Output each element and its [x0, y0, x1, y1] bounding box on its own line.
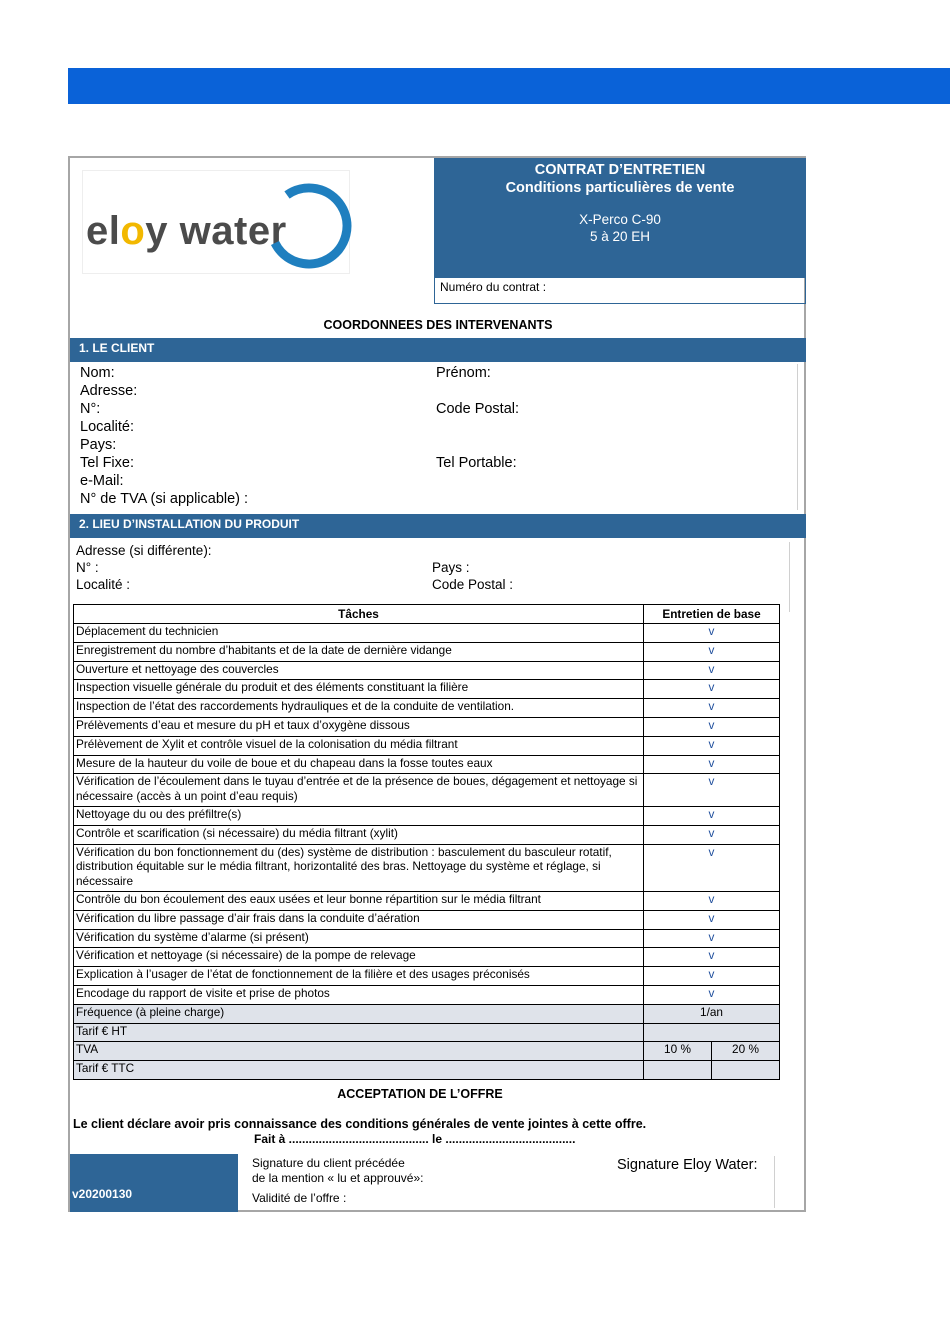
price-ht-label: Tarif € HT: [74, 1023, 644, 1042]
installation-field-label: Pays :: [432, 560, 470, 575]
task-rows: [74, 624, 780, 1080]
table-row: [74, 967, 780, 986]
included-check-icon: v: [644, 891, 780, 910]
price-ht-row: [74, 1023, 780, 1042]
vat-label: TVA: [74, 1042, 644, 1061]
product-capacity: 5 à 20 EH: [589, 229, 651, 244]
contract-subtitle: Conditions particulières de vente: [505, 180, 735, 196]
vat-row: [74, 1042, 780, 1061]
contract-document: [68, 156, 806, 1212]
included-check-icon: v: [644, 774, 780, 807]
logo-wordmark: eloy water: [86, 209, 287, 253]
table-row: [74, 642, 780, 661]
client-row: [80, 382, 797, 400]
client-row: [80, 490, 797, 508]
client-field-label: Nom:: [80, 365, 115, 381]
client-row: [80, 436, 797, 454]
client-field-label: N° de TVA (si applicable) :: [80, 491, 249, 507]
client-field-label: Tel Portable:: [436, 455, 517, 471]
included-check-icon: v: [644, 699, 780, 718]
task-description: Vérification du système d’alarme (si présent): [74, 929, 644, 948]
client-field-label: Tel Fixe:: [80, 455, 134, 471]
table-row: [74, 844, 780, 891]
task-description: Prélèvements d’eau et mesure du pH et taux d’oxygène dissous: [74, 717, 644, 736]
included-check-icon: v: [644, 844, 780, 891]
acceptance-title: ACCEPTATION DE L’OFFRE: [337, 1087, 503, 1101]
task-description: Prélèvement de Xylit et contrôle visuel de la colonisation du média filtrant: [74, 736, 644, 755]
included-check-icon: v: [644, 661, 780, 680]
signature-divider: [774, 1156, 775, 1208]
included-check-icon: v: [644, 910, 780, 929]
installation-field-label: Code Postal :: [432, 577, 514, 592]
table-row: [74, 736, 780, 755]
table-row: [74, 825, 780, 844]
installation-field-label: Adresse (si différente):: [76, 543, 212, 558]
client-field-label: Localité:: [80, 419, 135, 435]
task-description: Inspection visuelle générale du produit et des éléments constituant la filière: [74, 680, 644, 699]
client-signature-mention: de la mention « lu et approuvé»:: [252, 1171, 424, 1185]
task-description: Mesure de la hauteur du voile de boue et du chapeau dans la fosse toutes eaux: [74, 755, 644, 774]
included-check-icon: v: [644, 948, 780, 967]
contract-number-field[interactable]: [434, 278, 806, 304]
eloy-water-logo: [82, 170, 350, 274]
logo-ring-icon: [265, 181, 353, 269]
frequency-value: 1/an: [644, 1004, 780, 1023]
task-description: Vérification et nettoyage (si nécessaire) de la pompe de relevage: [74, 948, 644, 967]
included-check-icon: v: [644, 680, 780, 699]
table-row: [74, 699, 780, 718]
table-row: [74, 929, 780, 948]
included-check-icon: v: [644, 717, 780, 736]
price-ttc-label: Tarif € TTC: [74, 1061, 644, 1080]
client-signature-label: Signature du client précédée: [252, 1156, 405, 1170]
client-field-label: Code Postal:: [436, 401, 520, 417]
vat-rate-10: 10 %: [644, 1042, 712, 1061]
frequency-label: Fréquence (à pleine charge): [74, 1004, 644, 1023]
client-details: [80, 364, 798, 510]
included-check-icon: v: [644, 985, 780, 1004]
table-row: [74, 891, 780, 910]
included-check-icon: v: [644, 624, 780, 643]
task-description: Enregistrement du nombre d’habitants et de la date de dernière vidange: [74, 642, 644, 661]
client-row: [80, 472, 797, 490]
vat-rate-20: 20 %: [712, 1042, 780, 1061]
task-description: Encodage du rapport de visite et prise de photos: [74, 985, 644, 1004]
place-date-line[interactable]: Fait à .......................................... le .......................................: [254, 1132, 576, 1146]
price-ttc-row: [74, 1061, 780, 1080]
client-declaration: Le client déclare avoir pris connaissance des conditions générales de vente jointes à cette offre.: [73, 1117, 647, 1131]
included-check-icon: v: [644, 755, 780, 774]
included-check-icon: v: [644, 642, 780, 661]
task-description: Vérification du libre passage d’air frais dans la conduite d’aération: [74, 910, 644, 929]
client-row: [80, 400, 797, 418]
table-row: [74, 717, 780, 736]
included-check-icon: v: [644, 929, 780, 948]
product-name: X-Perco C-90: [579, 212, 661, 227]
table-row: [74, 985, 780, 1004]
installation-row: [76, 559, 789, 576]
table-row: [74, 774, 780, 807]
installation-row: [76, 542, 789, 559]
client-field-label: N°:: [80, 401, 101, 417]
task-description: Vérification de l’écoulement dans le tuyau d’entrée et de la présence de boues, dégagement et nettoyage si nécessaire (accès à un point d’eau requis): [74, 774, 644, 807]
installation-field-label: Localité :: [76, 577, 131, 592]
basic-maintenance-column-header: Entretien de base: [644, 605, 780, 624]
client-field-label: Adresse:: [80, 383, 138, 399]
version-number: v20200130: [72, 1187, 133, 1201]
top-color-band: [68, 68, 950, 104]
tasks-column-header: Tâches: [74, 605, 644, 624]
client-row: [80, 364, 797, 382]
client-signature-area[interactable]: [252, 1156, 423, 1186]
client-row: [80, 418, 797, 436]
table-header-row: [74, 605, 780, 624]
price-ttc-value-20[interactable]: [712, 1061, 780, 1080]
included-check-icon: v: [644, 806, 780, 825]
table-row: [74, 806, 780, 825]
eloy-signature-label: Signature Eloy Water:: [617, 1157, 758, 1173]
tasks-table: [73, 604, 780, 1080]
table-row: [74, 755, 780, 774]
installation-section-band: 2. LIEU D’INSTALLATION DU PRODUIT: [70, 514, 806, 538]
task-description: Nettoyage du ou des préfiltre(s): [74, 806, 644, 825]
price-ttc-value-10[interactable]: [644, 1061, 712, 1080]
table-row: [74, 661, 780, 680]
included-check-icon: v: [644, 825, 780, 844]
parties-heading: COORDONNEES DES INTERVENANTS: [323, 318, 553, 332]
offer-validity-label: Validité de l’offre :: [252, 1191, 347, 1205]
installation-field-label: N° :: [76, 560, 99, 575]
task-description: Vérification du bon fonctionnement du (des) système de distribution : basculement du basculeur rotatif, distribution équitable sur le média filtrant, horizontalité des bras. Nettoyage du système et réglage, si nécessaire: [74, 844, 644, 891]
contract-title: CONTRAT D’ENTRETIEN: [534, 162, 706, 178]
task-description: Déplacement du technicien: [74, 624, 644, 643]
client-row: [80, 454, 797, 472]
task-description: Ouverture et nettoyage des couvercles: [74, 661, 644, 680]
included-check-icon: v: [644, 967, 780, 986]
table-row: [74, 680, 780, 699]
table-row: [74, 624, 780, 643]
task-description: Inspection de l’état des raccordements hydrauliques et de la conduite de ventilation.: [74, 699, 644, 718]
contract-number-label: Numéro du contrat :: [440, 280, 547, 294]
task-description: Contrôle du bon écoulement des eaux usées et leur bonne répartition sur le média filtrant: [74, 891, 644, 910]
client-field-label: Prénom:: [436, 365, 491, 381]
client-field-label: e-Mail:: [80, 473, 124, 489]
table-row: [74, 948, 780, 967]
frequency-row: [74, 1004, 780, 1023]
contract-title-box: [434, 158, 806, 278]
version-box: [70, 1154, 238, 1212]
task-description: Contrôle et scarification (si nécessaire) du média filtrant (xylit): [74, 825, 644, 844]
included-check-icon: v: [644, 736, 780, 755]
client-section-band: 1. LE CLIENT: [70, 338, 806, 362]
task-description: Explication à l’usager de l’état de fonctionnement de la filière et des usages préconisés: [74, 967, 644, 986]
table-row: [74, 910, 780, 929]
client-field-label: Pays:: [80, 437, 117, 453]
installation-details: [76, 542, 790, 612]
price-ht-value[interactable]: [644, 1023, 780, 1042]
installation-row: [76, 576, 789, 593]
